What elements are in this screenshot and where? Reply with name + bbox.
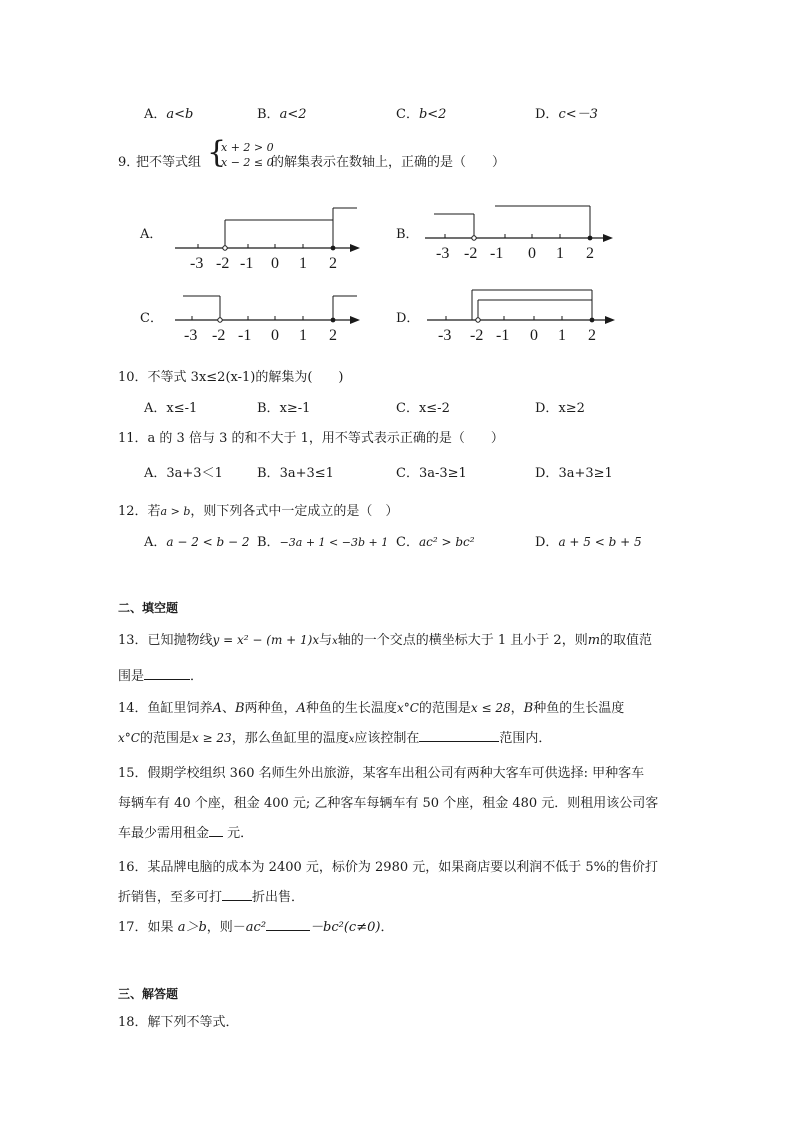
option-expr: x≤-2 bbox=[418, 401, 450, 416]
q14-b2: B bbox=[523, 701, 534, 716]
q13-part4: 的取值范 bbox=[600, 633, 653, 648]
tick-label: -1 bbox=[240, 255, 254, 270]
q14-line2-x: x bbox=[348, 734, 355, 745]
q14-a2: A bbox=[296, 701, 306, 716]
q14-answer-blank bbox=[419, 729, 499, 742]
q10-stem: 10．不等式 3x≤2(x-1)的解集为( ) bbox=[118, 370, 344, 385]
q12-option-a bbox=[144, 531, 250, 550]
tick-label: -3 bbox=[436, 245, 450, 262]
tick-label: -3 bbox=[184, 327, 198, 344]
q13-line2 bbox=[118, 665, 203, 684]
q14-line1 bbox=[118, 697, 624, 716]
q14-part2: 两种鱼， bbox=[244, 701, 297, 716]
tick-label: 0 bbox=[528, 245, 536, 262]
q16-line1: 16．某品牌电脑的成本为 2400 元，标价为 2980 元，如果商店要以利润不低于 5%的售价打 bbox=[118, 860, 658, 875]
q14-xc: x°C bbox=[396, 701, 419, 715]
q14-line2-part3: 应该控制在 bbox=[354, 731, 420, 746]
option-letter: D． bbox=[535, 107, 559, 122]
section-heading-answer: 三、解答题 bbox=[118, 987, 179, 1001]
option-letter: B． bbox=[257, 535, 280, 550]
option-expr: c<－3 bbox=[558, 107, 598, 122]
q9-brace: { bbox=[207, 135, 227, 170]
tick-label: 0 bbox=[530, 327, 538, 344]
q18-stem: 18．解下列不等式． bbox=[118, 1015, 239, 1030]
q15-line3-after: 元． bbox=[223, 826, 254, 841]
option-letter: C． bbox=[396, 107, 419, 122]
option-letter: A． bbox=[144, 535, 167, 550]
q14-b: B bbox=[234, 701, 245, 716]
q10-option-b bbox=[257, 397, 310, 416]
q11-stem: 11．a 的 3 倍与 3 的和不大于 1，用不等式表示正确的是（ ） bbox=[118, 431, 504, 446]
q14-cond1: x ≤ 28 bbox=[470, 701, 511, 715]
option-expr: b<2 bbox=[418, 107, 447, 122]
q17-end: ． bbox=[380, 920, 394, 935]
q8-option-a bbox=[144, 103, 193, 122]
q16-line2-before: 折销售，至多可打 bbox=[118, 890, 223, 905]
option-expr: a<2 bbox=[279, 107, 307, 122]
q12-stem-after: ，则下列各式中一定成立的是（ ） bbox=[190, 504, 399, 519]
q12-option-c bbox=[396, 531, 475, 550]
q17-rhs: －bc²(c≠0) bbox=[310, 920, 381, 935]
option-letter: C． bbox=[396, 401, 419, 416]
q8-option-b bbox=[257, 103, 306, 122]
option-expr: a + 5 < b + 5 bbox=[558, 535, 642, 549]
q10-option-a bbox=[144, 397, 197, 416]
section-heading-fill-in: 二、填空题 bbox=[118, 601, 179, 615]
q13-line2-before: 围是 bbox=[118, 669, 145, 684]
q15-line3-before: 车最少需用租金 bbox=[118, 826, 210, 841]
q12-option-b bbox=[257, 531, 388, 550]
q9-ineq2: x − 2 ≤ 0 bbox=[221, 156, 274, 169]
tick-label: -1 bbox=[238, 327, 252, 344]
option-expr: a − 2 < b − 2 bbox=[166, 535, 250, 549]
q9-option-a-letter: A． bbox=[140, 227, 163, 242]
q11-option-a bbox=[144, 462, 223, 481]
q10-option-d bbox=[535, 397, 585, 416]
q17-answer-blank bbox=[266, 918, 310, 931]
q13-part1: 13．已知抛物线 bbox=[118, 633, 213, 648]
q9-stem-before: 把不等式组 bbox=[136, 155, 202, 170]
q12-condition: a > b bbox=[160, 505, 191, 518]
tick-label: -2 bbox=[470, 327, 484, 344]
option-letter: D． bbox=[535, 535, 559, 550]
q14-part3: 种鱼的生长温度 bbox=[305, 701, 397, 716]
option-letter: B． bbox=[257, 466, 280, 481]
q8-option-d bbox=[535, 103, 598, 122]
q13-part3: 轴的一个交点的横坐标大于 1 且小于 2，则 bbox=[337, 633, 588, 648]
q16-answer-blank bbox=[222, 888, 252, 901]
tick-label: 1 bbox=[558, 327, 566, 344]
q13-formula: y = x² − (m + 1)x bbox=[212, 633, 320, 647]
q14-a: A bbox=[212, 701, 222, 716]
q9-option-d-letter: D． bbox=[396, 311, 420, 326]
q9-stem-after: 的解集表示在数轴上，正确的是（ ） bbox=[271, 155, 506, 170]
option-expr: 3a+3≤1 bbox=[279, 466, 334, 481]
q10-option-c bbox=[396, 397, 450, 416]
tick-label: 0 bbox=[271, 327, 279, 344]
q14-cond2: x ≥ 23 bbox=[191, 731, 232, 745]
tick-label: -1 bbox=[490, 245, 504, 262]
option-expr: ac² > bc² bbox=[418, 535, 475, 549]
option-letter: D． bbox=[535, 466, 559, 481]
tick-label: 2 bbox=[588, 327, 596, 344]
option-expr: 3a-3≥1 bbox=[418, 466, 467, 481]
q13-m: m bbox=[587, 633, 601, 648]
q13-line2-after: ． bbox=[190, 669, 204, 684]
q14-part6: 种鱼的生长温度 bbox=[533, 701, 625, 716]
tick-label: -2 bbox=[216, 255, 230, 270]
option-letter: A． bbox=[144, 107, 167, 122]
option-expr: 3a+3＜1 bbox=[166, 466, 223, 481]
q17-line bbox=[118, 916, 393, 935]
q14-sep: 、 bbox=[221, 701, 235, 716]
q14-line2-part4: 范围内． bbox=[499, 731, 552, 746]
q12-option-d bbox=[535, 531, 642, 550]
option-letter: A． bbox=[144, 401, 167, 416]
number-line-c bbox=[170, 286, 365, 346]
q9-number: 9． bbox=[118, 155, 140, 170]
q14-line2 bbox=[118, 727, 551, 746]
q8-option-c bbox=[396, 103, 446, 122]
tick-label: 1 bbox=[299, 327, 307, 344]
option-expr: x≥-1 bbox=[279, 401, 311, 416]
q15-answer-blank bbox=[209, 824, 223, 837]
option-letter: D． bbox=[535, 401, 559, 416]
q16-line2 bbox=[118, 886, 304, 905]
tick-label: 2 bbox=[329, 327, 337, 344]
q13-answer-blank bbox=[144, 667, 190, 680]
q12-stem-before: 12．若 bbox=[118, 504, 161, 519]
tick-label: 2 bbox=[329, 255, 337, 270]
tick-label: -2 bbox=[464, 245, 478, 262]
q14-line2-xc: x°C bbox=[118, 731, 140, 745]
q14-part1: 14．鱼缸里饲养 bbox=[118, 701, 213, 716]
q17-lhs: ac² bbox=[245, 920, 267, 935]
tick-label: -2 bbox=[212, 327, 226, 344]
q14-line2-part1: 的范围是 bbox=[139, 731, 192, 746]
q9-system bbox=[221, 140, 274, 170]
option-letter: B． bbox=[257, 401, 280, 416]
q17-before: 17．如果 bbox=[118, 920, 178, 935]
tick-label: -3 bbox=[438, 327, 452, 344]
tick-label: 1 bbox=[556, 245, 564, 262]
option-letter: C． bbox=[396, 535, 419, 550]
q13-x: x bbox=[332, 636, 338, 647]
option-expr: −3a + 1 < −3b + 1 bbox=[279, 536, 389, 549]
q17-cond: a＞b bbox=[177, 920, 207, 935]
number-line-a bbox=[170, 200, 365, 270]
q9-option-b-letter: B． bbox=[396, 227, 419, 242]
option-expr: a<b bbox=[166, 107, 194, 122]
option-letter: B． bbox=[257, 107, 280, 122]
q9-option-c-letter: C． bbox=[140, 311, 163, 326]
option-letter: A． bbox=[144, 466, 167, 481]
tick-label: -3 bbox=[190, 255, 204, 270]
q13-part2: 与 bbox=[319, 633, 333, 648]
q11-option-c bbox=[396, 462, 467, 481]
q11-option-b bbox=[257, 462, 334, 481]
q17-mid: ，则－ bbox=[206, 920, 246, 935]
q14-part5: ， bbox=[510, 701, 524, 716]
number-line-b bbox=[420, 198, 620, 268]
tick-label: 2 bbox=[586, 245, 594, 262]
q13-line1 bbox=[118, 629, 652, 648]
number-line-d bbox=[422, 286, 622, 346]
q15-line3 bbox=[118, 822, 253, 841]
q15-line2: 每辆车有 40 个座，租金 400 元; 乙种客车每辆车有 50 个座，租金 480 元．则租用该公司客 bbox=[118, 796, 659, 811]
option-letter: C． bbox=[396, 466, 419, 481]
q12-stem bbox=[118, 500, 398, 519]
option-expr: x≤-1 bbox=[166, 401, 198, 416]
q14-part4: 的范围是 bbox=[418, 701, 471, 716]
q11-option-d bbox=[535, 462, 613, 481]
q16-line2-after: 折出售． bbox=[252, 890, 305, 905]
q15-line1: 15．假期学校组织 360 名师生外出旅游，某客车出租公司有两种大客车可供选择: 甲种客车 bbox=[118, 766, 645, 781]
q9-ineq1: x + 2 > 0 bbox=[221, 141, 274, 154]
tick-label: -1 bbox=[496, 327, 510, 344]
option-expr: x≥2 bbox=[558, 401, 585, 416]
tick-label: 1 bbox=[299, 255, 307, 270]
q14-line2-part2: ，那么鱼缸里的温度 bbox=[231, 731, 349, 746]
tick-label: 0 bbox=[271, 255, 279, 270]
option-expr: 3a+3≥1 bbox=[558, 466, 613, 481]
